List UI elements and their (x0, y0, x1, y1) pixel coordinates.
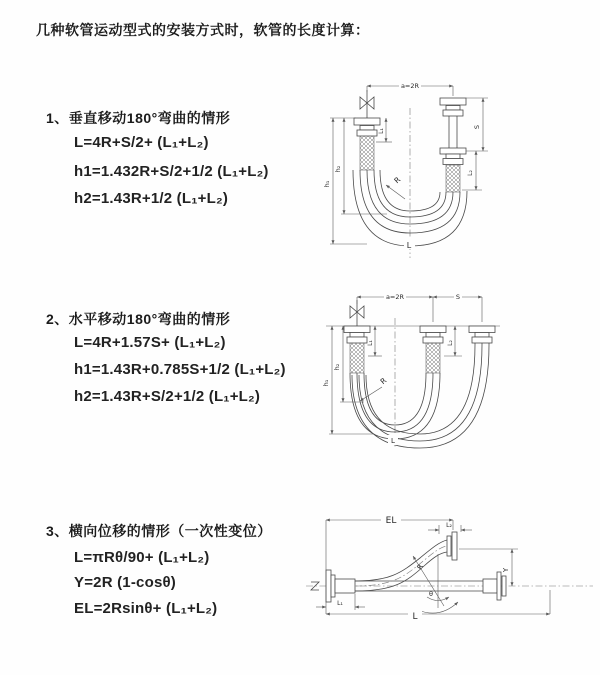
upper-flange-fitting (447, 532, 457, 560)
dim-label-theta: θ (429, 590, 433, 598)
valve-icon (360, 90, 374, 118)
dimension-l-bottom (388, 435, 398, 445)
braid-section-center (426, 343, 440, 373)
dim-label-l1: L₁ (337, 600, 343, 607)
section1-formula-L: L=4R+S/2+ (L₁+L₂) (74, 134, 209, 151)
dimension-l2 (444, 326, 462, 356)
left-flange-fitting (326, 570, 355, 602)
dim-label-r: R (378, 375, 389, 387)
section1-heading: 1、垂直移动180°弯曲的情形 (46, 110, 231, 126)
section2-heading: 2、水平移动180°弯曲的情形 (46, 311, 231, 327)
section2-formula-L: L=4R+1.57S+ (L₁+L₂) (74, 334, 226, 351)
section3-formula-Y: Y=2R (1-cosθ) (74, 574, 176, 591)
dim-label-r: R (415, 562, 425, 572)
dim-label-l2: L₂ (446, 522, 452, 529)
dim-label-a2r: a=2R (400, 82, 420, 90)
dim-label-l2: L₂ (467, 170, 474, 176)
section2-formula-h1: h1=1.43R+0.785S+1/2 (L₁+L₂) (74, 361, 286, 378)
dimension-a2r (367, 81, 453, 96)
section2-formula-h2: h2=1.43R+S/2+1/2 (L₁+L₂) (74, 388, 261, 405)
dimension-s (433, 292, 482, 301)
braid-section-left (360, 136, 374, 170)
dim-label-h2: h₂ (334, 165, 342, 173)
braid-section-left (350, 343, 364, 373)
dimension-l2 (428, 522, 472, 534)
dimension-l2 (462, 151, 482, 190)
dim-label-r: R (392, 175, 403, 186)
diagram-horizontal-180-bend (312, 284, 598, 456)
page-title: 几种软管运动型式的安装方式时，软管的长度计算： (36, 22, 370, 38)
dim-label-y: Y (502, 567, 510, 573)
hose-deflected-position (355, 540, 447, 591)
section3-heading: 3、横向位移的情形（一次性变位） (46, 523, 272, 539)
dimension-l1 (316, 594, 365, 610)
section1-formula-h1: h1=1.432R+S/2+1/2 (L₁+L₂) (74, 163, 269, 180)
dim-label-s: S (473, 124, 481, 130)
shifted-end-fitting (469, 326, 495, 343)
dim-label-h1: h₁ (323, 180, 331, 188)
diagram-lateral-displacement (298, 502, 600, 644)
section3-formula-EL: EL=2Rsinθ+ (L₁+L₂) (74, 600, 218, 617)
dim-label-el: EL (385, 516, 397, 526)
left-end-fitting (344, 326, 370, 373)
dim-label-l2: L₂ (447, 340, 454, 346)
dim-label-l: L (412, 612, 418, 622)
angle-theta (415, 554, 458, 613)
right-end-fitting (440, 98, 466, 192)
braid-section-right (446, 165, 460, 192)
dim-label-l1: L₁ (367, 340, 374, 346)
left-end-fitting (354, 118, 380, 170)
dim-label-l1: L₁ (378, 128, 385, 134)
dim-label-a2r: a=2R (385, 293, 405, 301)
right-flange-fitting (483, 572, 506, 600)
dimension-s (466, 98, 488, 151)
dim-label-s: S (455, 293, 461, 301)
u-bend-hose-position2 (352, 343, 489, 448)
dim-label-h2: h₂ (333, 363, 341, 371)
diagram-vertical-180-bend (312, 72, 598, 262)
dim-label-l: L (391, 437, 395, 445)
dim-label-h1: h₁ (322, 379, 330, 387)
radius-leader (386, 175, 405, 199)
center-end-fitting (420, 326, 446, 373)
section1-formula-h2: h2=1.43R+1/2 (L₁+L₂) (74, 190, 229, 207)
dim-label-l: L (406, 241, 412, 250)
dimension-a2r (357, 292, 482, 322)
dimension-el (326, 513, 453, 614)
section3-formula-L: L=πRθ/90+ (L₁+L₂) (74, 549, 210, 566)
dimension-l-bottom (404, 238, 415, 250)
